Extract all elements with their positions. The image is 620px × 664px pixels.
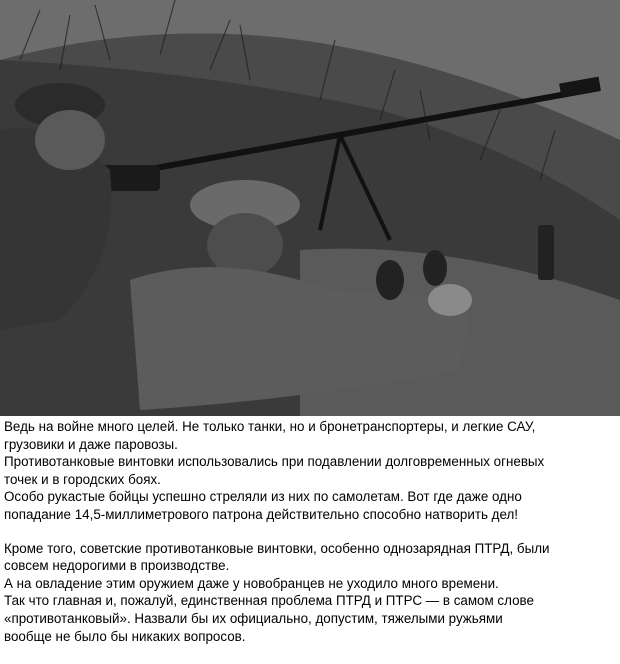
text-line: «противотанковый». Назвали бы их официально, допустим, тяжелыми ружьями (4, 610, 503, 626)
text-line: Противотанковые винтовки использовались при подавлении долговременных огневых (4, 454, 545, 470)
text-line: совсем недорогими в производстве. (4, 558, 230, 574)
text-line: вообще не было бы никаких вопросов. (4, 628, 246, 644)
text-line: А на овладение этим оружием даже у новобранцев не уходило много времени. (4, 575, 499, 591)
article-text (4, 418, 616, 645)
text-line: Ведь на войне много целей. Не только танки, но и бронетранспортеры, и легкие САУ, (4, 419, 536, 434)
text-line: грузовики и даже паровозы. (4, 436, 178, 452)
text-line: Особо рукастые бойцы успешно стреляли из них по самолетам. Вот где даже одно (4, 489, 522, 505)
paragraph-gap (4, 524, 616, 540)
text-line: Кроме того, советские противотанковые винтовки, особенно однозарядная ПТРД, были (4, 540, 550, 556)
paragraph-1 (4, 418, 616, 524)
text-line: точек и в городских боях. (4, 471, 161, 487)
text-line: попадание 14,5-миллиметрового патрона действительно способно натворить дел! (4, 506, 519, 522)
paragraph-2 (4, 540, 616, 646)
text-line: Так что главная и, пожалуй, единственная проблема ПТРД и ПТРС — в самом слове (4, 593, 534, 609)
